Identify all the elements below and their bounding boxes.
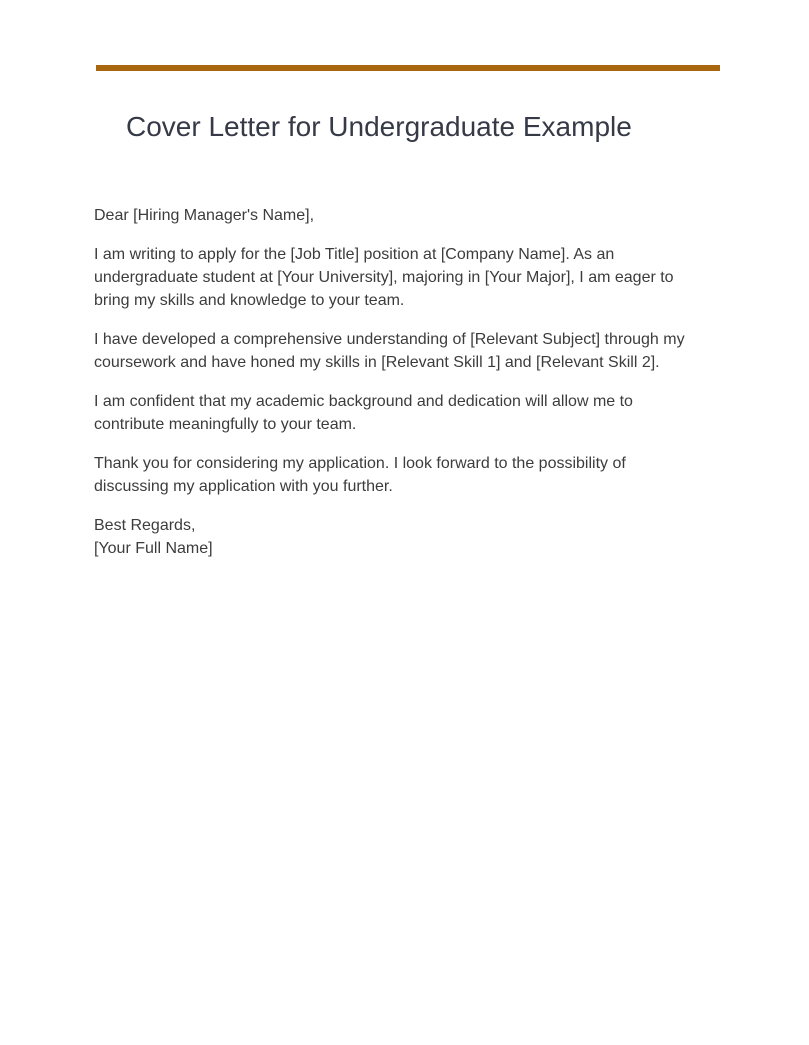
signoff [94, 514, 694, 560]
letter-body [94, 204, 694, 560]
top-accent-rule [96, 65, 720, 71]
document-title: Cover Letter for Undergraduate Example [126, 111, 632, 142]
salutation: Dear [Hiring Manager's Name], [94, 207, 315, 224]
paragraph-confidence: I am confident that my academic background and dedication will allow me to contribute meaningfully to your team. [94, 393, 633, 433]
signature: [Your Full Name] [94, 540, 213, 557]
paragraph-skills: I have developed a comprehensive understanding of [Relevant Subject] through my coursework and have honed my skills in [Relevant Skill 1] and [Relevant Skill 2]. [94, 331, 685, 371]
closing: Best Regards, [94, 517, 196, 534]
paragraph-thanks: Thank you for considering my application. I look forward to the possibility of discussing my application with you further. [94, 455, 626, 495]
paragraph-intro: I am writing to apply for the [Job Title] position at [Company Name]. As an undergraduate student at [Your University], majoring in [Your Major], I am eager to bring my skills and knowledge to your team. [94, 246, 674, 309]
